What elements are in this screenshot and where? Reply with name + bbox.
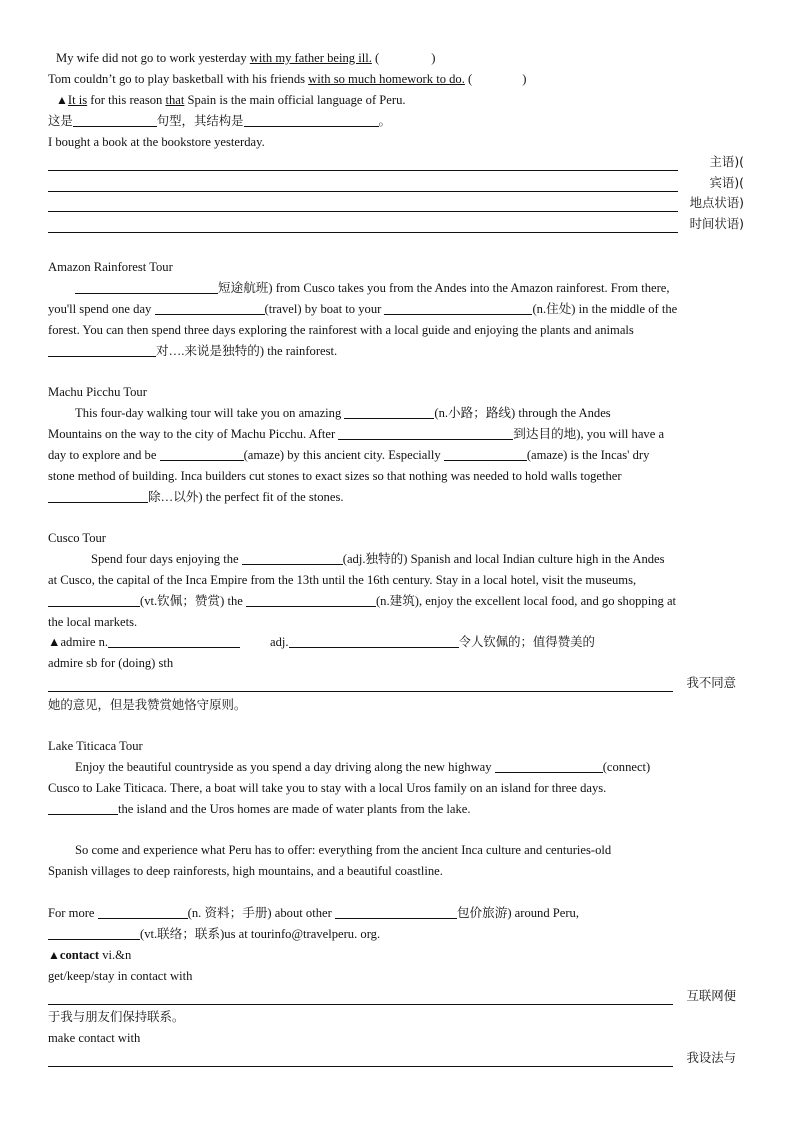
amazon-line-2: you'll spend one day (travel) by boat to your (n.住处) in the middle of the <box>48 302 678 316</box>
info-line: For more (n. 资料；手册) about other 包价旅游) around Peru, <box>48 906 580 920</box>
cusco-line-3: (vt.钦佩；赞赏) the (n.建筑), enjoy the excellent local food, and go shopping at <box>48 593 744 609</box>
machu-line-3: day to explore and be (amaze) by this ancient city. Especially (amaze) is the Incas' dry <box>48 448 650 462</box>
answer-blank[interactable] <box>495 759 603 773</box>
contact-phrase-1: get/keep/stay in contact with <box>48 969 193 983</box>
underlined-phrase: with so much homework to do. <box>308 72 465 86</box>
answer-line[interactable] <box>48 1051 673 1067</box>
translation-prompt: 互联网便 <box>686 988 736 1003</box>
answer-blank[interactable] <box>48 926 140 940</box>
answer-blank[interactable] <box>48 801 118 815</box>
section-title-amazon: Amazon Rainforest Tour <box>48 260 173 274</box>
closing-line-1: So come and experience what Peru has to offer: everything from the ancient Inca culture and centuries-old <box>75 843 612 857</box>
answer-blank[interactable] <box>338 426 513 440</box>
answer-blank[interactable] <box>73 113 157 127</box>
admire-line: ▲admire n. adj. 令人钦佩的；值得赞美的 <box>48 634 595 649</box>
amazon-line-4: 对….来说是独特的) the rainforest. <box>48 343 744 359</box>
answer-line[interactable] <box>48 989 673 1005</box>
titicaca-line-3: the island and the Uros homes are made of water plants from the lake. <box>48 801 744 817</box>
translation-prompt: 我不同意 <box>686 675 736 690</box>
machu-line-2: Mountains on the way to the city of Machu Picchu. After 到达目的地), you will have a <box>48 427 665 441</box>
answer-blank[interactable] <box>48 489 148 503</box>
answer-blank[interactable] <box>98 905 188 919</box>
answer-line[interactable] <box>48 196 678 212</box>
titicaca-line-1: Enjoy the beautiful countryside as you spend a day driving along the new highway (connect) <box>75 760 651 774</box>
emphasis-sentence: ▲It is for this reason that Spain is the main official language of Peru. <box>56 93 406 107</box>
contact-phrase-2: make contact with <box>48 1031 141 1045</box>
answer-blank[interactable] <box>160 447 244 461</box>
pattern-question: 这是 句型，其结构是 。 <box>48 113 391 128</box>
machu-line-4: stone method of building. Inca builders cut stones to exact sizes so that nothing was needed to hold walls together <box>48 469 622 483</box>
role-label-object: 宾语)( <box>709 175 744 190</box>
answer-blank[interactable] <box>48 593 140 607</box>
triangle-icon: ▲ <box>48 948 60 962</box>
answer-blank[interactable] <box>48 343 156 357</box>
machu-line-5: 除…以外) the perfect fit of the stones. <box>48 489 744 505</box>
translation-prompt: 我设法与 <box>686 1050 736 1065</box>
answer-line[interactable] <box>48 676 673 692</box>
amazon-line-1: 短途航班) from Cusco takes you from the Andes into the Amazon rainforest. From there, <box>48 280 771 296</box>
example-sentence: I bought a book at the bookstore yesterday. <box>48 135 265 149</box>
role-label-time: 时间状语) <box>689 216 744 231</box>
role-label-subject: 主语)( <box>709 154 744 169</box>
amazon-line-3: forest. You can then spend three days exploring the rainforest with a local guide and enjoying the plants and animals <box>48 323 634 337</box>
answer-blank[interactable] <box>344 405 434 419</box>
answer-line[interactable] <box>48 155 678 171</box>
answer-line[interactable] <box>48 217 678 233</box>
cusco-line-1: Spend four days enjoying the (adj.独特的) Spanish and local Indian culture high in the Andes <box>91 552 665 566</box>
section-title-cusco: Cusco Tour <box>48 531 107 545</box>
answer-blank[interactable] <box>246 593 376 607</box>
role-label-place: 地点状语) <box>689 195 744 210</box>
machu-line-1: This four-day walking tour will take you on amazing (n.小路；路线) through the Andes <box>75 406 611 420</box>
answer-blank[interactable] <box>444 447 527 461</box>
answer-blank[interactable] <box>244 113 379 127</box>
admire-phrase: admire sb for (doing) sth <box>48 656 174 670</box>
contact-line: (vt.联络；联系)us at tourinfo@travelperu. org. <box>48 926 744 942</box>
contact-heading: ▲contact vi.&n <box>48 948 132 962</box>
translation-prompt-cont: 于我与朋友们保持联系。 <box>48 1009 185 1024</box>
closing-line-2: Spanish villages to deep rainforests, high mountains, and a beautiful coastline. <box>48 864 443 878</box>
answer-blank[interactable] <box>335 905 457 919</box>
cusco-line-2: at Cusco, the capital of the Inca Empire from the 13th until the 16th century. Stay in a local hotel, visit the museums, <box>48 573 637 587</box>
triangle-icon: ▲ <box>56 93 68 107</box>
cusco-line-4: the local markets. <box>48 615 138 629</box>
grammar-sentence-1: My wife did not go to work yesterday with my father being ill. ( ) <box>56 51 436 65</box>
answer-line[interactable] <box>48 176 678 192</box>
answer-blank[interactable] <box>155 301 265 315</box>
answer-blank[interactable] <box>384 301 532 315</box>
grammar-sentence-2: Tom couldn’t go to play basketball with his friends with so much homework to do. ( ) <box>48 72 527 86</box>
answer-blank[interactable] <box>289 634 459 648</box>
answer-blank[interactable] <box>242 551 343 565</box>
section-title-machu-picchu: Machu Picchu Tour <box>48 385 147 399</box>
titicaca-line-2: Cusco to Lake Titicaca. There, a boat will take you to stay with a local Uros family on an island for three days. <box>48 781 607 795</box>
answer-blank[interactable] <box>108 634 240 648</box>
answer-blank[interactable] <box>75 280 218 294</box>
section-title-titicaca: Lake Titicaca Tour <box>48 739 143 753</box>
translation-prompt-cont: 她的意见，但是我赞赏她恪守原则。 <box>48 697 247 712</box>
underlined-phrase: with my father being ill. <box>249 51 372 65</box>
